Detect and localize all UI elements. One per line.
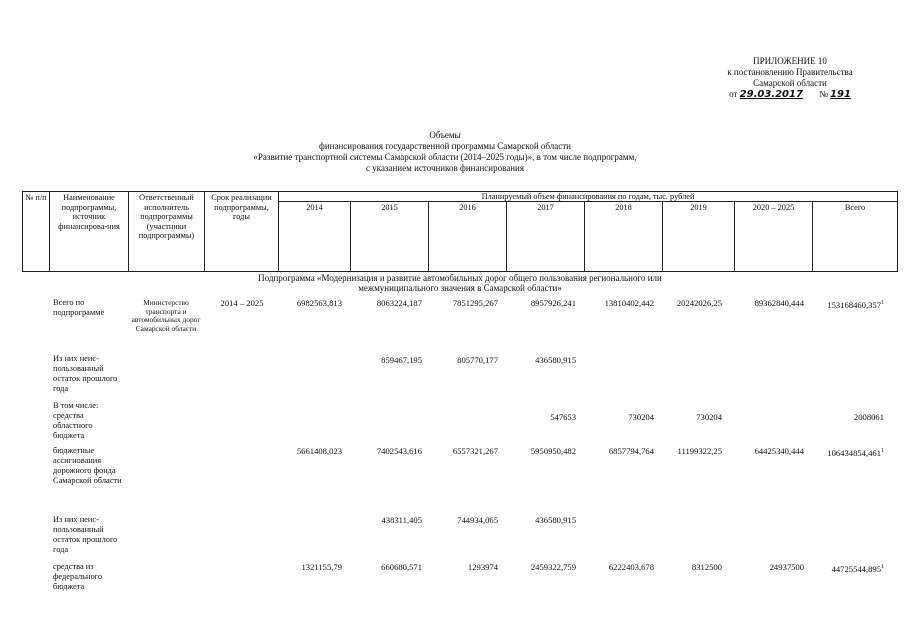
cell-2019: 730204 bbox=[696, 412, 722, 422]
title-line-1: Объемы bbox=[429, 130, 461, 140]
header-year-2014: 2014 bbox=[306, 203, 323, 212]
appendix-region: Самарской области bbox=[753, 78, 827, 88]
cell-total-value: 106434854,461 bbox=[827, 447, 881, 458]
cell-2018: 6222403,678 bbox=[608, 562, 654, 572]
row-label-road-fund: бюджетные ассигнования дорожного фонда Самарской области bbox=[53, 446, 122, 485]
cell-total: 2008061 bbox=[853, 412, 884, 422]
cell-2016: 7851295,267 bbox=[452, 298, 498, 308]
subprogram-line-1: Подпрограмма «Модернизация и развитие автомобильных дорог общего пользования регионального или bbox=[258, 273, 662, 283]
cell-2017: 8957926,241 bbox=[530, 298, 576, 308]
cell-2015: 7402543,616 bbox=[376, 446, 422, 456]
header-year-2015: 2015 bbox=[381, 203, 398, 212]
title-line-3: «Развитие транспортной системы Самарской области (2014–2025 годы)», в том числе подпрограмм, bbox=[253, 152, 637, 162]
cell-2016: 6557321,267 bbox=[452, 446, 498, 456]
col-border bbox=[897, 191, 898, 272]
cell-2020-2025: 89362840,444 bbox=[754, 298, 804, 308]
appendix-resolution: к постановлению Правительства bbox=[727, 67, 853, 77]
cell-2015: 8063224,187 bbox=[376, 298, 422, 308]
footnote-mark: 1 bbox=[881, 300, 884, 306]
footnote-mark: 1 bbox=[881, 564, 884, 570]
cell-2020-2025: 64425340,444 bbox=[754, 446, 804, 456]
header-total: Всего bbox=[844, 203, 866, 212]
cell-2015: 859467,195 bbox=[381, 355, 422, 365]
header-year-2016: 2016 bbox=[459, 203, 476, 212]
cell-total bbox=[806, 298, 884, 310]
cell-total bbox=[806, 562, 884, 574]
cell-2018: 730204 bbox=[628, 412, 654, 422]
header-name: Наименование подпрограммы, источник финансирова-ния bbox=[58, 193, 120, 231]
header-num: № п/п bbox=[25, 193, 47, 202]
cell-2020-2025: 24937500 bbox=[769, 562, 804, 572]
cell-2017: 5950950,482 bbox=[530, 446, 576, 456]
cell-2014: 1321155,79 bbox=[301, 562, 342, 572]
cell-2019: 20242026,25 bbox=[676, 298, 722, 308]
appendix-date: 29.03.2017 bbox=[739, 89, 803, 100]
header-year-2019: 2019 bbox=[690, 203, 707, 212]
row-label-unused: Из них неис-пользованный остаток прошлого года bbox=[53, 354, 118, 393]
header-term: Срок реализации подпрограммы, годы bbox=[211, 193, 272, 222]
cell-2016: 744934,065 bbox=[457, 515, 498, 525]
cell-2015: 660680,571 bbox=[381, 562, 422, 572]
cell-2016: 805770,177 bbox=[457, 355, 498, 365]
appendix-block bbox=[700, 56, 880, 100]
title-line-2: финансирования государственной программы Самарской области bbox=[318, 141, 571, 151]
appendix-from: от bbox=[729, 89, 738, 99]
header-planned: Планируемый объем финансирования по годам, тыс. рублей bbox=[481, 192, 695, 201]
row-label-regional: В том числе: средства областного бюджета bbox=[53, 401, 99, 440]
document-title bbox=[150, 130, 740, 174]
row-executor: Министерство транспорта и автомобильных дорог Самарской области bbox=[131, 298, 201, 333]
appendix-title: ПРИЛОЖЕНИЕ 10 bbox=[753, 56, 827, 66]
years-divider bbox=[278, 201, 898, 202]
footnote-mark: 1 bbox=[881, 448, 884, 454]
appendix-date-line bbox=[700, 89, 880, 100]
cell-2017: 436580,915 bbox=[535, 515, 576, 525]
cell-2018: 13810402,442 bbox=[604, 298, 654, 308]
cell-2017: 547653 bbox=[550, 412, 576, 422]
header-year-2020-2025: 2020 – 2025 bbox=[752, 203, 795, 212]
appendix-no-label: № bbox=[819, 89, 828, 99]
cell-total-value: 153168460,357 bbox=[827, 299, 881, 310]
cell-2019: 11199322,25 bbox=[677, 446, 722, 456]
row-label-federal: средства из федерального бюджета bbox=[53, 562, 103, 591]
cell-2017: 436580,915 bbox=[535, 355, 576, 365]
col-border bbox=[49, 191, 50, 272]
row-label-total: Всего по подпрограмме bbox=[53, 298, 105, 317]
cell-2014: 5661408,023 bbox=[296, 446, 342, 456]
row-term: 2014 – 2025 bbox=[220, 298, 264, 308]
cell-2014: 6982563,813 bbox=[296, 298, 342, 308]
col-border bbox=[204, 191, 205, 272]
cell-2018: 6857794,764 bbox=[608, 446, 654, 456]
row-label-unused: Из них неис-пользованный остаток прошлого года bbox=[53, 515, 118, 554]
header-year-2017: 2017 bbox=[537, 203, 554, 212]
cell-total bbox=[806, 446, 884, 458]
cell-2016: 1293974 bbox=[467, 562, 498, 572]
cell-2015: 438311,405 bbox=[381, 515, 422, 525]
col-border bbox=[128, 191, 129, 272]
col-border bbox=[22, 191, 23, 272]
header-executor: Ответственный исполнитель подпрограммы (участники подпрограммы) bbox=[138, 193, 195, 241]
cell-2017: 2459322,759 bbox=[530, 562, 576, 572]
cell-total-value: 44725544,895 bbox=[831, 563, 881, 574]
title-line-4: с указанием источников финансирования bbox=[365, 163, 525, 173]
cell-2019: 8312500 bbox=[691, 562, 722, 572]
appendix-number: 191 bbox=[830, 89, 851, 100]
subprogram-line-2: межмуниципального значения в Самарской области» bbox=[358, 283, 562, 293]
subprogram-heading bbox=[200, 273, 720, 293]
header-year-2018: 2018 bbox=[615, 203, 632, 212]
